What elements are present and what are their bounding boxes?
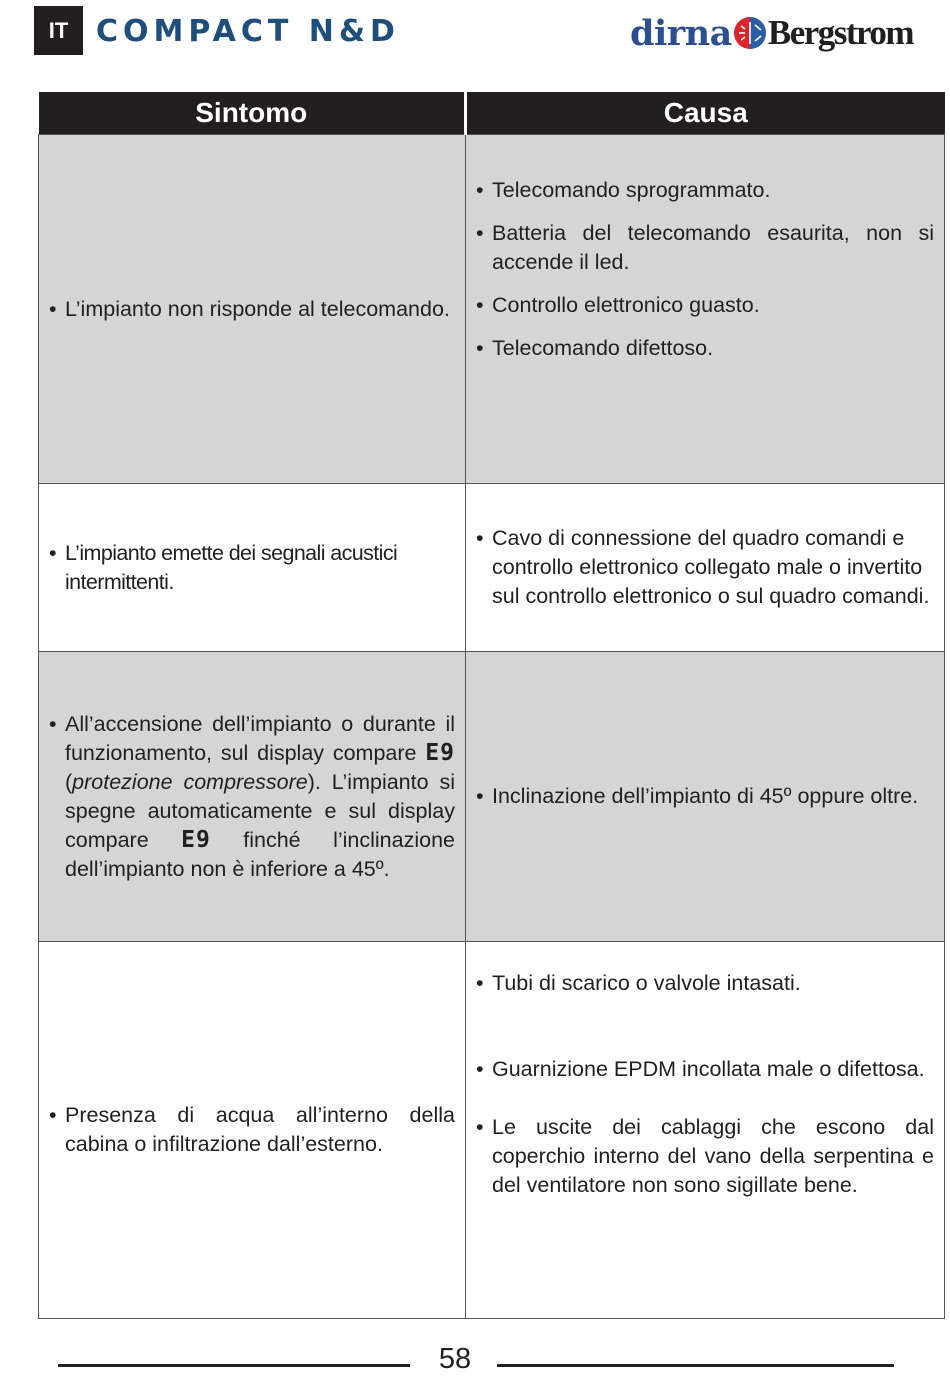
e9-display-code: E9 bbox=[181, 826, 211, 853]
symptom-text: • L’impianto emette dei segnali acustici intermittenti. bbox=[49, 539, 455, 597]
cause-cell bbox=[466, 942, 945, 1319]
cause-item: • Tubi di scarico o valvole intasati. bbox=[476, 969, 934, 998]
language-badge: IT bbox=[34, 6, 83, 55]
document-title: COMPACT N&D bbox=[96, 14, 400, 49]
cause-item: • Inclinazione dell’impianto di 45º oppure oltre. bbox=[476, 782, 934, 811]
table-header-row bbox=[39, 92, 945, 135]
cause-item: • Telecomando sprogrammato. bbox=[476, 176, 934, 205]
cause-cell bbox=[466, 484, 945, 652]
symptom-cell bbox=[39, 484, 466, 652]
symptom-text: • All’accensione dell’impianto o durante il funzionamento, sul display compare E9 (protezione compressore). L’impianto si spegne automaticamente e sul display compare E9 finché l’inclinazione dell’impianto non è inferiore a 45º. bbox=[49, 710, 455, 884]
table-row bbox=[39, 135, 945, 484]
troubleshooting-table bbox=[38, 92, 945, 1319]
cause-item: • Telecomando difettoso. bbox=[476, 334, 934, 363]
brand-logo bbox=[630, 10, 913, 56]
cause-item: • Controllo elettronico guasto. bbox=[476, 291, 934, 320]
symptom-cell bbox=[39, 652, 466, 942]
e9-display-code: E9 bbox=[425, 739, 455, 766]
table-row bbox=[39, 942, 945, 1319]
cause-cell bbox=[466, 652, 945, 942]
symptom-cell bbox=[39, 942, 466, 1319]
header-symptom: Sintomo bbox=[39, 92, 466, 135]
cause-item: • Batteria del telecomando esaurita, non si accende il led. bbox=[476, 219, 934, 277]
cause-cell bbox=[466, 135, 945, 484]
brand-sun-snowflake-icon bbox=[733, 16, 767, 50]
protection-note: protezione compressore bbox=[72, 769, 308, 794]
table-row bbox=[39, 484, 945, 652]
brand-name-bergstrom: Bergstrom bbox=[767, 13, 914, 52]
symptom-cell bbox=[39, 135, 466, 484]
page-number: 58 bbox=[438, 1343, 472, 1375]
footer-rule-right bbox=[497, 1364, 894, 1367]
symptom-text: • Presenza di acqua all’interno della cabina o infiltrazione dall’esterno. bbox=[49, 1101, 455, 1159]
header-cause: Causa bbox=[466, 92, 945, 135]
cause-item: • Guarnizione EPDM incollata male o difettosa. bbox=[476, 1055, 934, 1084]
cause-item: • Le uscite dei cablaggi che escono dal coperchio interno del vano della serpentina e del ventilatore non sono sigillate bene. bbox=[476, 1113, 934, 1200]
cause-item: • Cavo di connessione del quadro comandi e controllo elettronico collegato male o invertito sul controllo elettronico o sul quadro comandi. bbox=[476, 524, 934, 611]
table-row bbox=[39, 652, 945, 942]
brand-name-dirna: dirna bbox=[630, 12, 732, 54]
symptom-text: • L’impianto non risponde al telecomando. bbox=[49, 295, 455, 324]
footer-rule-left bbox=[58, 1364, 410, 1367]
